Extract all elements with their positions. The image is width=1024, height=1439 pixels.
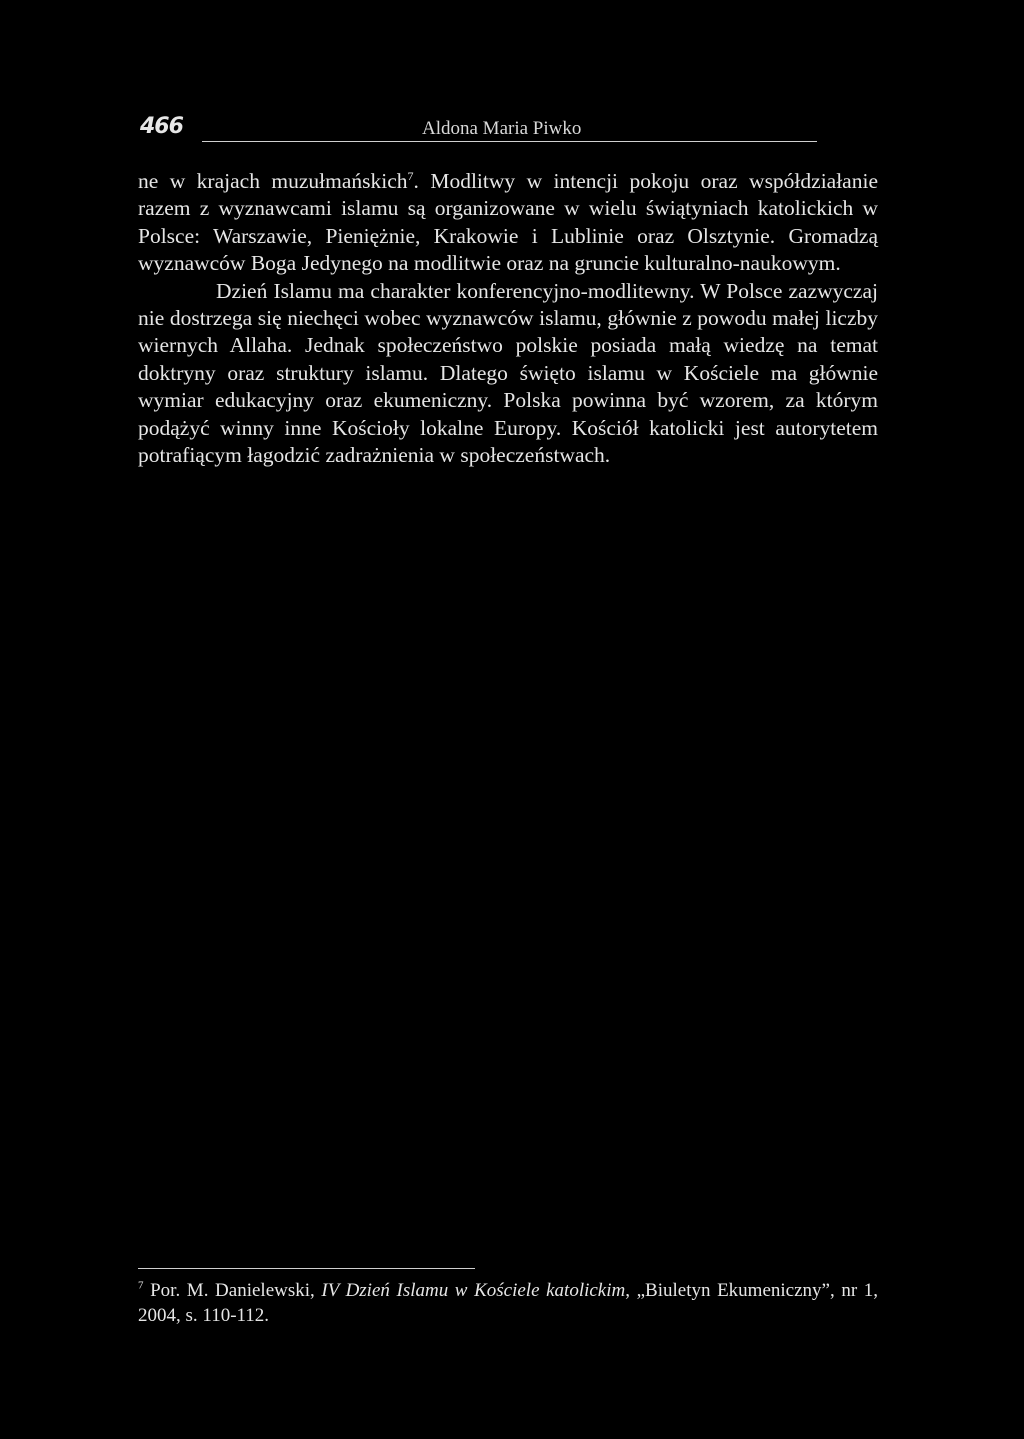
running-head	[138, 112, 878, 146]
paragraph-2: Dzień Islamu ma charakter konferencyjno-modlitewny. W Polsce zazwyczaj nie dostrzega się niechęci wobec wyznawców islamu, głównie z powodu małej liczby wiernych Allaha. Jednak społeczeństwo polskie posiada małą wiedzę na temat doktryny oraz struktury islamu. Dlatego święto islamu w Kościele ma głównie wymiar edukacyjny oraz ekumeniczny. Polska powinna być wzorem, za którym podążyć winny inne Kościoły lokalne Europy. Kościół katolicki jest autorytetem potrafiącym łagodzić zadrażnienia w społeczeństwach.	[138, 278, 878, 468]
paragraph-1	[138, 168, 878, 278]
footnote-prefix: Por. M. Danielewski,	[150, 1280, 322, 1301]
running-author: Aldona Maria Piwko	[422, 118, 582, 139]
footnote-title: IV Dzień Islamu w Kościele katolickim	[321, 1280, 626, 1301]
footnote-rule	[138, 1268, 475, 1269]
paragraph-1-before-ref: ne w krajach muzułmańskich	[138, 169, 408, 193]
footnote-reference[interactable]: 7	[407, 168, 414, 183]
footnote	[138, 1278, 878, 1328]
page-number: 466	[140, 114, 183, 139]
page	[138, 112, 878, 469]
footnote-suffix: , „Biuletyn Ekumeniczny”, nr 1, 2004, s. 110-112.	[138, 1280, 878, 1326]
paragraph-1-after-ref: . Modlitwy w intencji pokoju oraz współdziałanie razem z wyznawcami islamu są organizowane w wielu świątyniach katolickich w Polsce: Warszawie, Pieniężnie, Krakowie i Lublinie oraz Olsztynie. Gromadzą wyznawców Boga Jedynego na modlitwie oraz na gruncie kulturalno-naukowym.	[138, 169, 878, 276]
body-text	[138, 168, 878, 469]
header-rule	[202, 141, 817, 142]
footnote-mark: 7	[138, 1279, 144, 1292]
